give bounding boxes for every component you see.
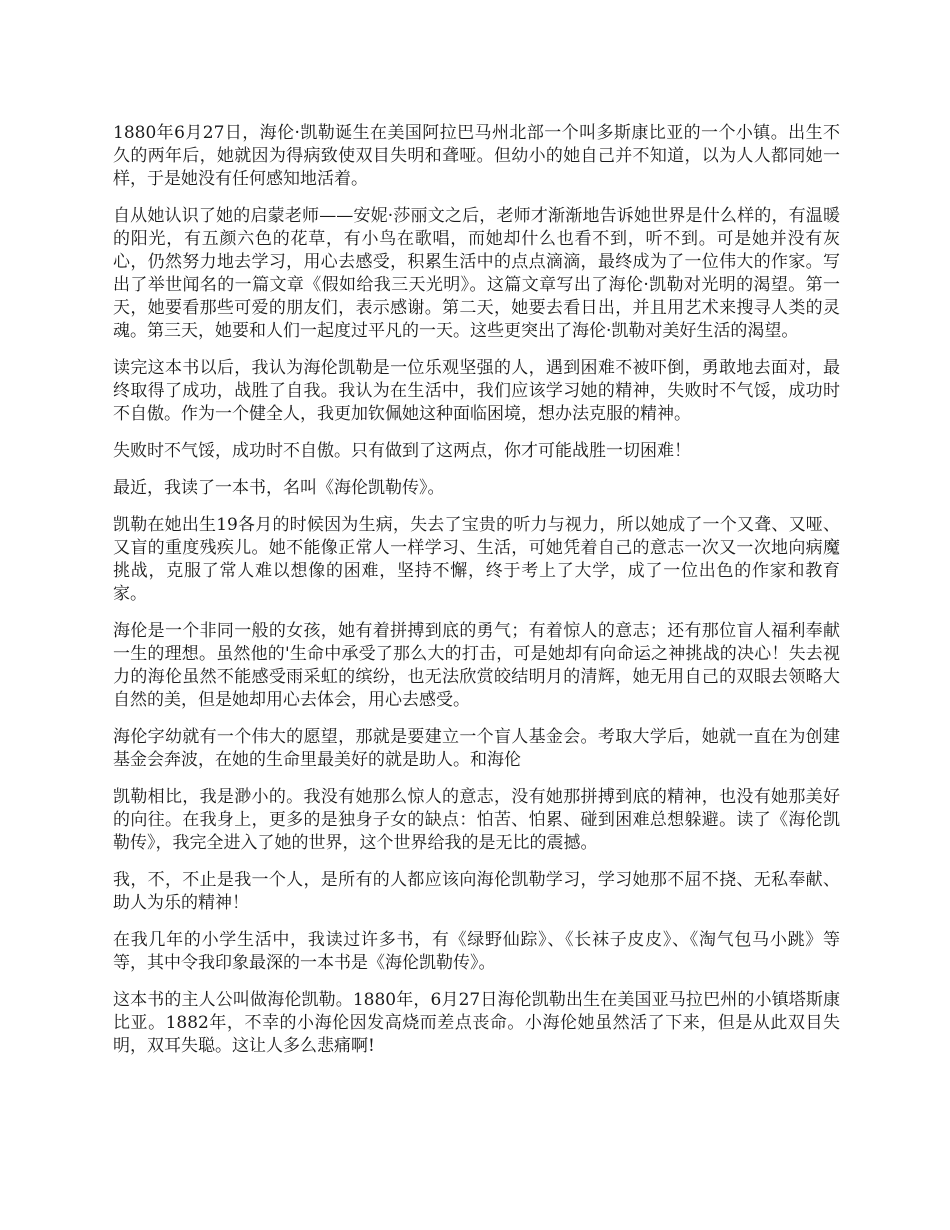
paragraph-9: 凯勒相比，我是渺小的。我没有她那么惊人的意志，没有她那拼搏到底的精神，也没有她那美好的向往。在我身上，更多的是独身子女的缺点：怕苦、怕累、碰到困难总想躲避。读了《海伦凯勒传》，我完全进入了她的世界，这个世界给我的是无比的震撼。 bbox=[113, 787, 840, 853]
paragraph-4: 失败时不气馁，成功时不自傲。只有做到了这两点，你才可能战胜一切困难！ bbox=[113, 441, 691, 461]
paragraph-11: 在我几年的小学生活中，我读过许多书，有《绿野仙踪》、《长袜子皮皮》、《淘气包马小跳》等等，其中令我印象最深的一本书是《海伦凯勒传》。 bbox=[113, 930, 840, 973]
paragraph-12: 这本书的主人公叫做海伦凯勒。1880年，6月27日海伦凯勒出生在美国亚马拉巴州的小镇塔斯康比亚。1882年，不幸的小海伦因发高烧而差点丧命。小海伦她虽然活了下来，但是从此双目失明，双耳失聪。这让人多么悲痛啊! bbox=[113, 990, 840, 1056]
paragraph-3: 读完这本书以后，我认为海伦凯勒是一位乐观坚强的人，遇到困难不被吓倒，勇敢地去面对，最终取得了成功，战胜了自我。我认为在生活中，我们应该学习她的精神，失败时不气馁，成功时不自傲。作为一个健全人，我更加钦佩她这种面临困境，想办法克服的精神。 bbox=[113, 358, 840, 424]
paragraph-6: 凯勒在她出生19各月的时候因为生病，失去了宝贵的听力与视力，所以她成了一个又聋、又哑、又盲的重度残疾儿。她不能像正常人一样学习、生活，可她凭着自己的意志一次又一次地向病魔挑战，克服了常人难以想像的困难，坚持不懈，终于考上了大学，成了一位出色的作家和教育家。 bbox=[113, 515, 840, 604]
paragraph-2: 自从她认识了她的启蒙老师——安妮·莎丽文之后，老师才渐渐地告诉她世界是什么样的，有温暖的阳光，有五颜六色的花草，有小鸟在歌唱，而她却什么也看不到，听不到。可是她并没有灰心，仍然努力地去学习，用心去感受，积累生活中的点点滴滴，最终成为了一位伟大的作家。写出了举世闻名的一篇文章《假如给我三天光明》。这篇文章写出了海伦·凯勒对光明的渴望。第一天，她要看那些可爱的朋友们，表示感谢。第二天，她要去看日出，并且用艺术来搜寻人类的灵魂。第三天，她要和人们一起度过平凡的一天。这些更突出了海伦·凯勒对美好生活的渴望。 bbox=[113, 206, 840, 341]
paragraph-7: 海伦是一个非同一般的女孩，她有着拼搏到底的勇气；有着惊人的意志；还有那位盲人福利奉献一生的理想。虽然他的'生命中承受了那么大的打击，可是她却有向命运之神挑战的决心！失去视力的海伦虽然不能感受雨采虹的缤纷，也无法欣赏皎结明月的清辉，她无用自己的双眼去领略大自然的美，但是她却用心去体会，用心去感受。 bbox=[113, 621, 840, 710]
paragraph-10: 我，不，不止是我一个人，是所有的人都应该向海伦凯勒学习，学习她那不屈不挠、无私奉献、助人为乐的精神！ bbox=[113, 870, 840, 913]
paragraph-5: 最近，我读了一本书，名叫《海伦凯勒传》。 bbox=[113, 478, 445, 498]
document-body bbox=[113, 122, 840, 1072]
paragraph-8: 海伦字幼就有一个伟大的愿望，那就是要建立一个盲人基金会。考取大学后，她就一直在为创建基金会奔波，在她的生命里最美好的就是助人。和海伦 bbox=[113, 727, 840, 770]
paragraph-1: 1880年6月27日，海伦·凯勒诞生在美国阿拉巴马州北部一个叫多斯康比亚的一个小镇。出生不久的两年后，她就因为得病致使双目失明和聋哑。但幼小的她自己并不知道，以为人人都同她一样，于是她没有任何感知地活着。 bbox=[113, 123, 840, 189]
